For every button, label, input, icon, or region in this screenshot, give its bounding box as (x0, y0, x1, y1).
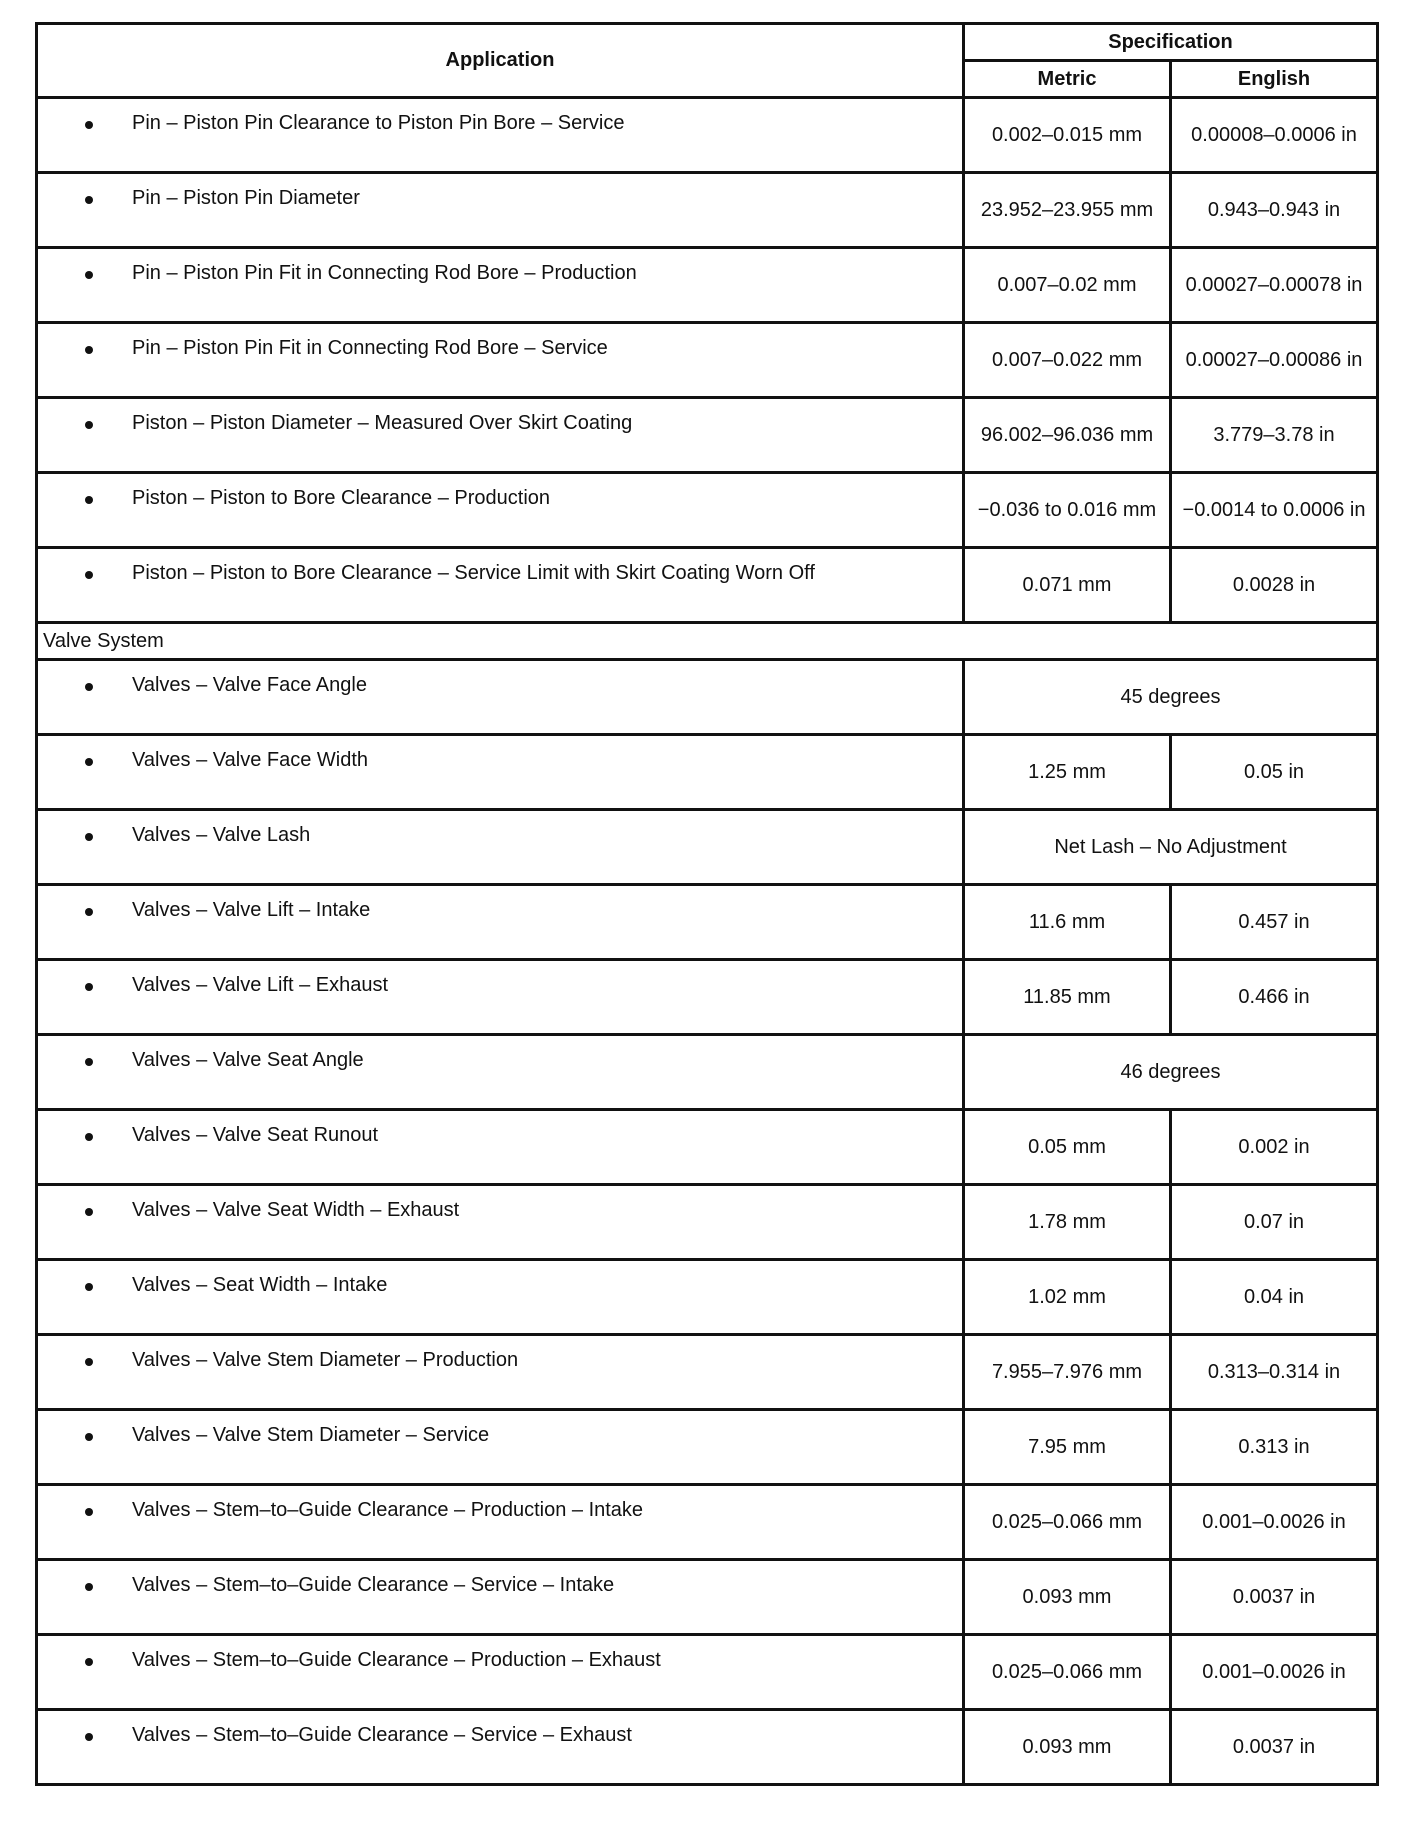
table-row (37, 885, 1378, 960)
english-cell: 3.779–3.78 in (1171, 398, 1378, 473)
application-cell (37, 398, 964, 473)
metric-cell: 1.78 mm (964, 1185, 1171, 1260)
section-row (37, 623, 1378, 660)
metric-cell: 0.093 mm (964, 1560, 1171, 1635)
application-text: Valves – Valve Face Width (132, 749, 369, 771)
bullet-icon (85, 1508, 93, 1516)
metric-cell: 0.025–0.066 mm (964, 1485, 1171, 1560)
english-cell: 0.00027–0.00078 in (1171, 248, 1378, 323)
application-cell (37, 1635, 964, 1710)
bullet-icon (85, 271, 93, 279)
english-cell: 0.0037 in (1171, 1710, 1378, 1785)
bullet-icon (85, 1358, 93, 1366)
table-row (37, 1710, 1378, 1785)
english-cell: 0.466 in (1171, 960, 1378, 1035)
english-cell: 0.313–0.314 in (1171, 1335, 1378, 1410)
bullet-icon (85, 1733, 93, 1741)
application-text: Pin – Piston Pin Fit in Connecting Rod Bore – Service (132, 337, 608, 359)
application-cell (37, 885, 964, 960)
application-text: Valves – Stem–to–Guide Clearance – Service – Intake (132, 1574, 615, 1596)
application-cell (37, 960, 964, 1035)
bullet-icon (85, 758, 93, 766)
bullet-icon (85, 1658, 93, 1666)
table-row (37, 735, 1378, 810)
english-cell: 0.00027–0.00086 in (1171, 323, 1378, 398)
application-cell (37, 1260, 964, 1335)
bullet-icon (85, 1208, 93, 1216)
application-cell (37, 473, 964, 548)
header-specification: Specification (964, 24, 1378, 61)
bullet-icon (85, 1583, 93, 1591)
table-row (37, 248, 1378, 323)
application-text: Pin – Piston Pin Diameter (132, 187, 360, 209)
table-row (37, 398, 1378, 473)
english-cell: 0.0037 in (1171, 1560, 1378, 1635)
application-cell (37, 1110, 964, 1185)
english-cell: 0.457 in (1171, 885, 1378, 960)
table-row (37, 548, 1378, 623)
metric-cell: 96.002–96.036 mm (964, 398, 1171, 473)
english-cell: −0.0014 to 0.0006 in (1171, 473, 1378, 548)
application-text: Valves – Valve Seat Runout (132, 1124, 379, 1146)
bullet-icon (85, 683, 93, 691)
english-cell: 0.943–0.943 in (1171, 173, 1378, 248)
application-text: Pin – Piston Pin Fit in Connecting Rod Bore – Production (132, 262, 637, 284)
application-cell (37, 1485, 964, 1560)
application-cell (37, 323, 964, 398)
metric-cell: −0.036 to 0.016 mm (964, 473, 1171, 548)
english-cell: 0.04 in (1171, 1260, 1378, 1335)
application-text: Valves – Stem–to–Guide Clearance – Production – Intake (132, 1499, 644, 1521)
bullet-icon (85, 346, 93, 354)
bullet-icon (85, 571, 93, 579)
table-row (37, 473, 1378, 548)
metric-cell: 7.955–7.976 mm (964, 1335, 1171, 1410)
metric-cell: 0.071 mm (964, 548, 1171, 623)
application-text: Piston – Piston to Bore Clearance – Service Limit with Skirt Coating Worn Off (132, 562, 815, 584)
bullet-icon (85, 1433, 93, 1441)
application-cell (37, 173, 964, 248)
application-cell (37, 1410, 964, 1485)
application-cell (37, 248, 964, 323)
application-cell (37, 548, 964, 623)
application-text: Valves – Valve Lift – Intake (132, 899, 371, 921)
application-cell (37, 1560, 964, 1635)
metric-cell: 7.95 mm (964, 1410, 1171, 1485)
bullet-icon (85, 833, 93, 841)
application-text: Valves – Valve Seat Angle (132, 1049, 364, 1071)
metric-cell: 11.6 mm (964, 885, 1171, 960)
bullet-icon (85, 983, 93, 991)
application-cell (37, 1035, 964, 1110)
application-cell (37, 660, 964, 735)
table-row (37, 1335, 1378, 1410)
metric-cell: 0.007–0.02 mm (964, 248, 1171, 323)
table-row (37, 1485, 1378, 1560)
application-text: Piston – Piston to Bore Clearance – Production (132, 487, 551, 509)
metric-cell: 1.02 mm (964, 1260, 1171, 1335)
application-text: Valves – Stem–to–Guide Clearance – Service – Exhaust (132, 1724, 632, 1746)
english-cell: 0.001–0.0026 in (1171, 1485, 1378, 1560)
table-row (37, 1560, 1378, 1635)
application-cell (37, 1335, 964, 1410)
application-text: Valves – Seat Width – Intake (132, 1274, 388, 1296)
english-cell: 0.0028 in (1171, 548, 1378, 623)
bullet-icon (85, 196, 93, 204)
spec-table (35, 22, 1379, 1786)
application-text: Valves – Stem–to–Guide Clearance – Production – Exhaust (132, 1649, 661, 1671)
application-text: Valves – Valve Stem Diameter – Production (132, 1349, 519, 1371)
table-row (37, 173, 1378, 248)
table-row (37, 323, 1378, 398)
application-cell (37, 1185, 964, 1260)
section-title: Valve System (37, 623, 1378, 660)
table-row (37, 960, 1378, 1035)
bullet-icon (85, 496, 93, 504)
table-row (37, 1410, 1378, 1485)
metric-cell: 23.952–23.955 mm (964, 173, 1171, 248)
table-row (37, 1185, 1378, 1260)
header-english: English (1171, 61, 1378, 98)
application-cell (37, 810, 964, 885)
combined-spec-cell: 46 degrees (964, 1035, 1378, 1110)
application-text: Valves – Valve Stem Diameter – Service (132, 1424, 490, 1446)
header-metric: Metric (964, 61, 1171, 98)
english-cell: 0.001–0.0026 in (1171, 1635, 1378, 1710)
table-row (37, 1110, 1378, 1185)
english-cell: 0.002 in (1171, 1110, 1378, 1185)
bullet-icon (85, 421, 93, 429)
application-cell (37, 1710, 964, 1785)
table-row (37, 98, 1378, 173)
english-cell: 0.313 in (1171, 1410, 1378, 1485)
metric-cell: 1.25 mm (964, 735, 1171, 810)
metric-cell: 0.002–0.015 mm (964, 98, 1171, 173)
metric-cell: 0.05 mm (964, 1110, 1171, 1185)
table-row (37, 1635, 1378, 1710)
application-text: Pin – Piston Pin Clearance to Piston Pin Bore – Service (132, 112, 625, 134)
combined-spec-cell: 45 degrees (964, 660, 1378, 735)
bullet-icon (85, 121, 93, 129)
bullet-icon (85, 1283, 93, 1291)
application-text: Valves – Valve Lash (132, 824, 311, 846)
bullet-icon (85, 908, 93, 916)
application-text: Valves – Valve Face Angle (132, 674, 367, 696)
application-cell (37, 735, 964, 810)
english-cell: 0.05 in (1171, 735, 1378, 810)
application-cell (37, 98, 964, 173)
table-row (37, 660, 1378, 735)
combined-spec-cell: Net Lash – No Adjustment (964, 810, 1378, 885)
application-text: Valves – Valve Lift – Exhaust (132, 974, 389, 996)
table-row (37, 1260, 1378, 1335)
application-text: Valves – Valve Seat Width – Exhaust (132, 1199, 460, 1221)
bullet-icon (85, 1133, 93, 1141)
metric-cell: 11.85 mm (964, 960, 1171, 1035)
header-application: Application (37, 24, 964, 98)
table-row (37, 1035, 1378, 1110)
metric-cell: 0.007–0.022 mm (964, 323, 1171, 398)
table-row (37, 810, 1378, 885)
metric-cell: 0.093 mm (964, 1710, 1171, 1785)
english-cell: 0.07 in (1171, 1185, 1378, 1260)
metric-cell: 0.025–0.066 mm (964, 1635, 1171, 1710)
english-cell: 0.00008–0.0006 in (1171, 98, 1378, 173)
bullet-icon (85, 1058, 93, 1066)
application-text: Piston – Piston Diameter – Measured Over Skirt Coating (132, 412, 633, 434)
